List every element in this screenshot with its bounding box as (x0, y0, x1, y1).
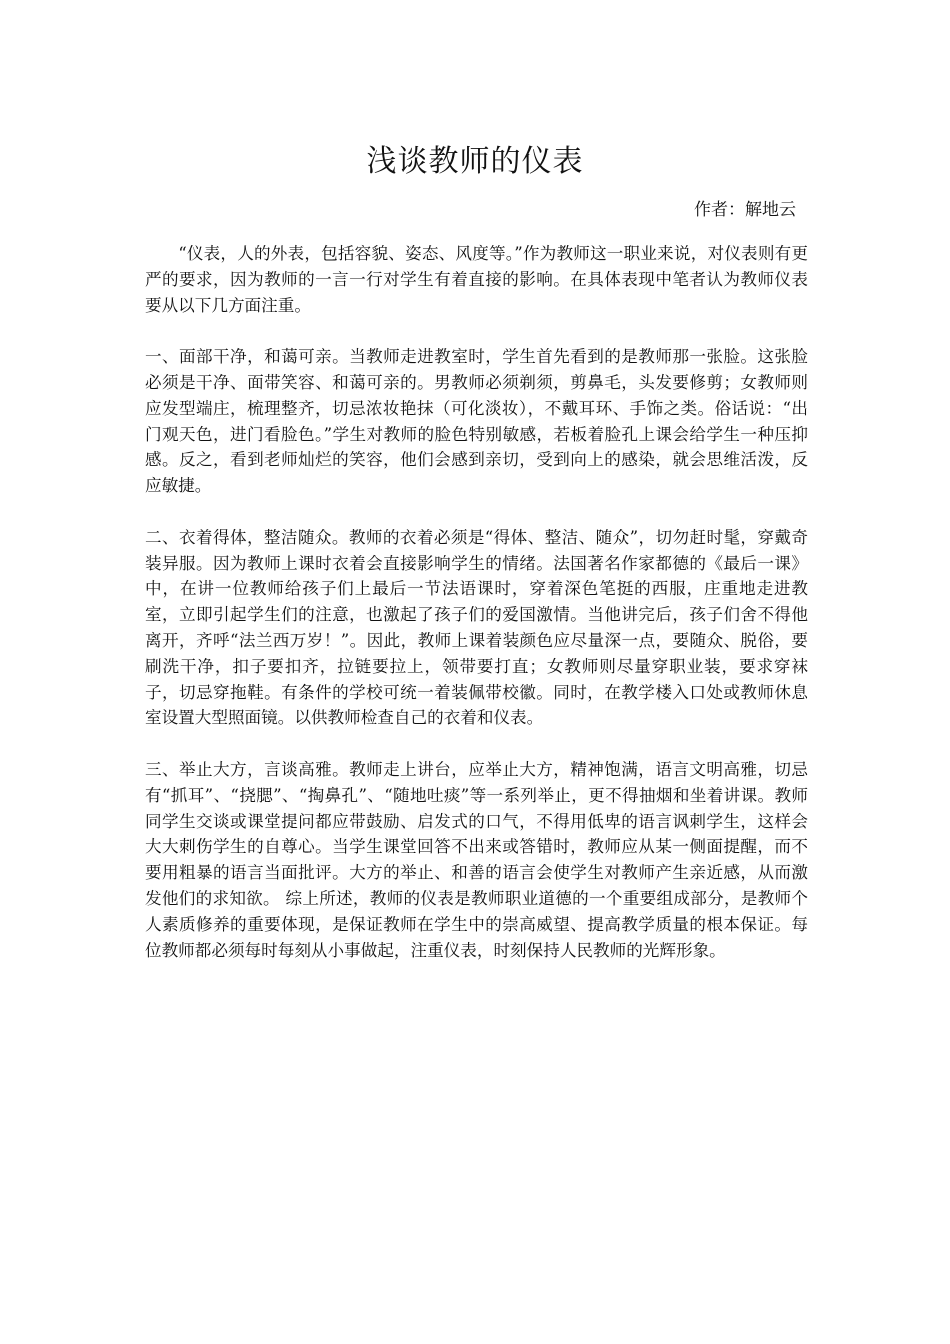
section-three-paragraph: 三、举止大方，言谈高雅。教师走上讲台，应举止大方，精神饱满，语言文明高雅，切忌有“抓耳”、“挠腮”、“掏鼻孔”、“随地吐痰”等一系列举止，更不得抽烟和坐着讲课。教师同学生交谈或课堂提问都应带鼓励、启发式的口气，不得用低卑的语言讽刺学生，这样会大大刺伤学生的自尊心。当学生课堂回答不出来或答错时，教师应从某一侧面提醒，而不要用粗暴的语言当面批评。大方的举止、和善的语言会使学生对教师产生亲近感，从而激发他们的求知欲。 综上所述，教师的仪表是教师职业道德的一个重要组成部分，是教师个人素质修养的重要体现，是保证教师在学生中的崇高威望、提高教学质量的根本保证。每位教师都必须每时每刻从小事做起，注重仪表，时刻保持人民教师的光辉形象。 (145, 759, 808, 960)
intro-paragraph: “仪表，人的外表，包括容貌、姿态、风度等。”作为教师这一职业来说，对仪表则有更严的要求，因为教师的一言一行对学生有着直接的影响。在具体表现中笔者认为教师仪表要从以下几方面注重。 (145, 244, 808, 315)
author-line: 作者：解地云 (694, 200, 796, 220)
document-title: 浅谈教师的仪表 (366, 144, 584, 179)
document-body (145, 241, 808, 989)
section-two-paragraph: 二、衣着得体，整洁随众。教师的衣着必须是“得体、整洁、随众”，切勿赶时髦，穿戴奇装异服。因为教师上课时衣着会直接影响学生的情绪。法国著名作家都德的《最后一课》中，在讲一位教师给孩子们上最后一节法语课时，穿着深色笔挺的西服，庄重地走进教室，立即引起学生们的注意，也激起了孩子们的爱国激情。当他讲完后，孩子们舍不得他离开，齐呼“法兰西万岁！”。因此，教师上课着装颜色应尽量深一点，要随众、脱俗，要刷洗干净，扣子要扣齐，拉链要拉上，领带要打直；女教师则尽量穿职业装，要求穿袜子，切忌穿拖鞋。有条件的学校可统一着装佩带校徽。同时，在教学楼入口处或教师休息室设置大型照面镜。以供教师检查自己的衣着和仪表。 (145, 527, 808, 728)
section-one-paragraph: 一、面部干净，和蔼可亲。当教师走进教室时，学生首先看到的是教师那一张脸。这张脸必须是干净、面带笑容、和蔼可亲的。男教师必须剃须，剪鼻毛，头发要修剪；女教师则应发型端庄，梳理整齐，切忌浓妆艳抹（可化淡妆），不戴耳环、手饰之类。俗话说：“出门观天色，进门看脸色。”学生对教师的脸色特别敏感，若板着脸孔上课会给学生一种压抑感。反之，看到老师灿烂的笑容，他们会感到亲切，受到向上的感染，就会思维活泼，反应敏捷。 (145, 347, 808, 496)
